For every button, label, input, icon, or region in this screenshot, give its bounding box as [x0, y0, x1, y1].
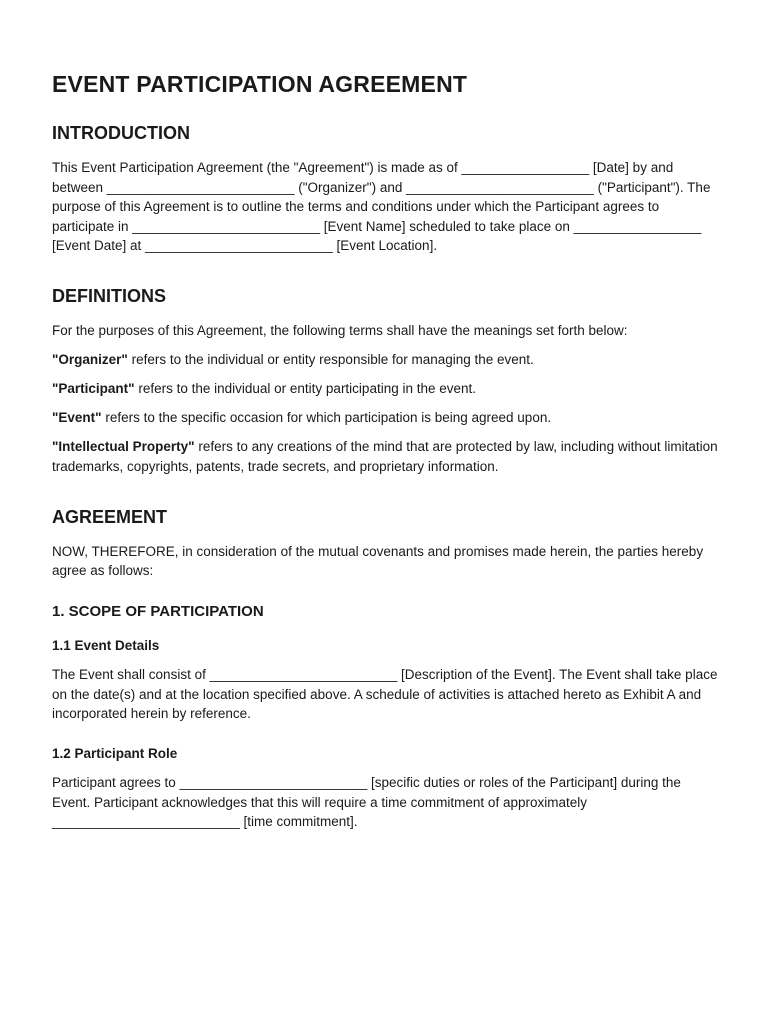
participant-role-heading: 1.2 Participant Role: [52, 746, 178, 761]
agreement-heading: AGREEMENT: [52, 506, 168, 527]
definition-text: refers to any creations of the mind that are protected by law, including without limitation trademarks, copyrights, patents, trade secrets, and proprietary information.: [52, 439, 718, 474]
definition-organizer: [52, 350, 718, 370]
definition-term: "Intellectual Property": [52, 439, 195, 454]
event-details-paragraph: The Event shall consist of _________________________ [Description of the Event]. The Event shall take place on the date(s) and at the location specified above. A schedule of activities is attached hereto as Exhibit A and incorporated herein by reference.: [52, 667, 718, 721]
definition-term: "Organizer": [52, 352, 128, 367]
definition-intellectual-property: [52, 437, 718, 476]
participant-role-paragraph: Participant agrees to _________________________ [specific duties or roles of the Participant] during the Event. Participant acknowledges that this will require a time commitment of approximately _________________________ [time commitment].: [52, 775, 681, 829]
document-page: [52, 68, 718, 841]
definition-text: refers to the specific occasion for which participation is being agreed upon.: [101, 410, 552, 425]
definitions-intro: For the purposes of this Agreement, the following terms shall have the meanings set forth below:: [52, 323, 628, 338]
scope-heading: 1. SCOPE OF PARTICIPATION: [52, 603, 264, 620]
definition-text: refers to the individual or entity participating in the event.: [134, 381, 477, 396]
agreement-paragraph: NOW, THEREFORE, in consideration of the mutual covenants and promises made herein, the parties hereby agree as follows:: [52, 543, 704, 578]
definition-participant: [52, 379, 718, 399]
definitions-heading: DEFINITIONS: [52, 286, 167, 306]
event-details-heading: 1.1 Event Details: [52, 638, 160, 653]
definition-text: refers to the individual or entity responsible for managing the event.: [127, 352, 534, 367]
introduction-heading: INTRODUCTION: [52, 123, 190, 143]
definition-term: "Participant": [52, 381, 135, 396]
definition-event: [52, 408, 718, 428]
definition-term: "Event": [52, 410, 102, 425]
introduction-paragraph: This Event Participation Agreement (the "Agreement") is made as of _________________ [Date] by and between _________________________ ("Organizer") and _________________________ ("Participant"). The purpose of this Agreement is to outline the terms and conditions under which the Participant agrees to participate in _________________________ [Event Name] scheduled to take place on _________________ [Event Date] at _________________________ [Event Location].: [52, 160, 711, 253]
document-title: EVENT PARTICIPATION AGREEMENT: [52, 71, 468, 97]
